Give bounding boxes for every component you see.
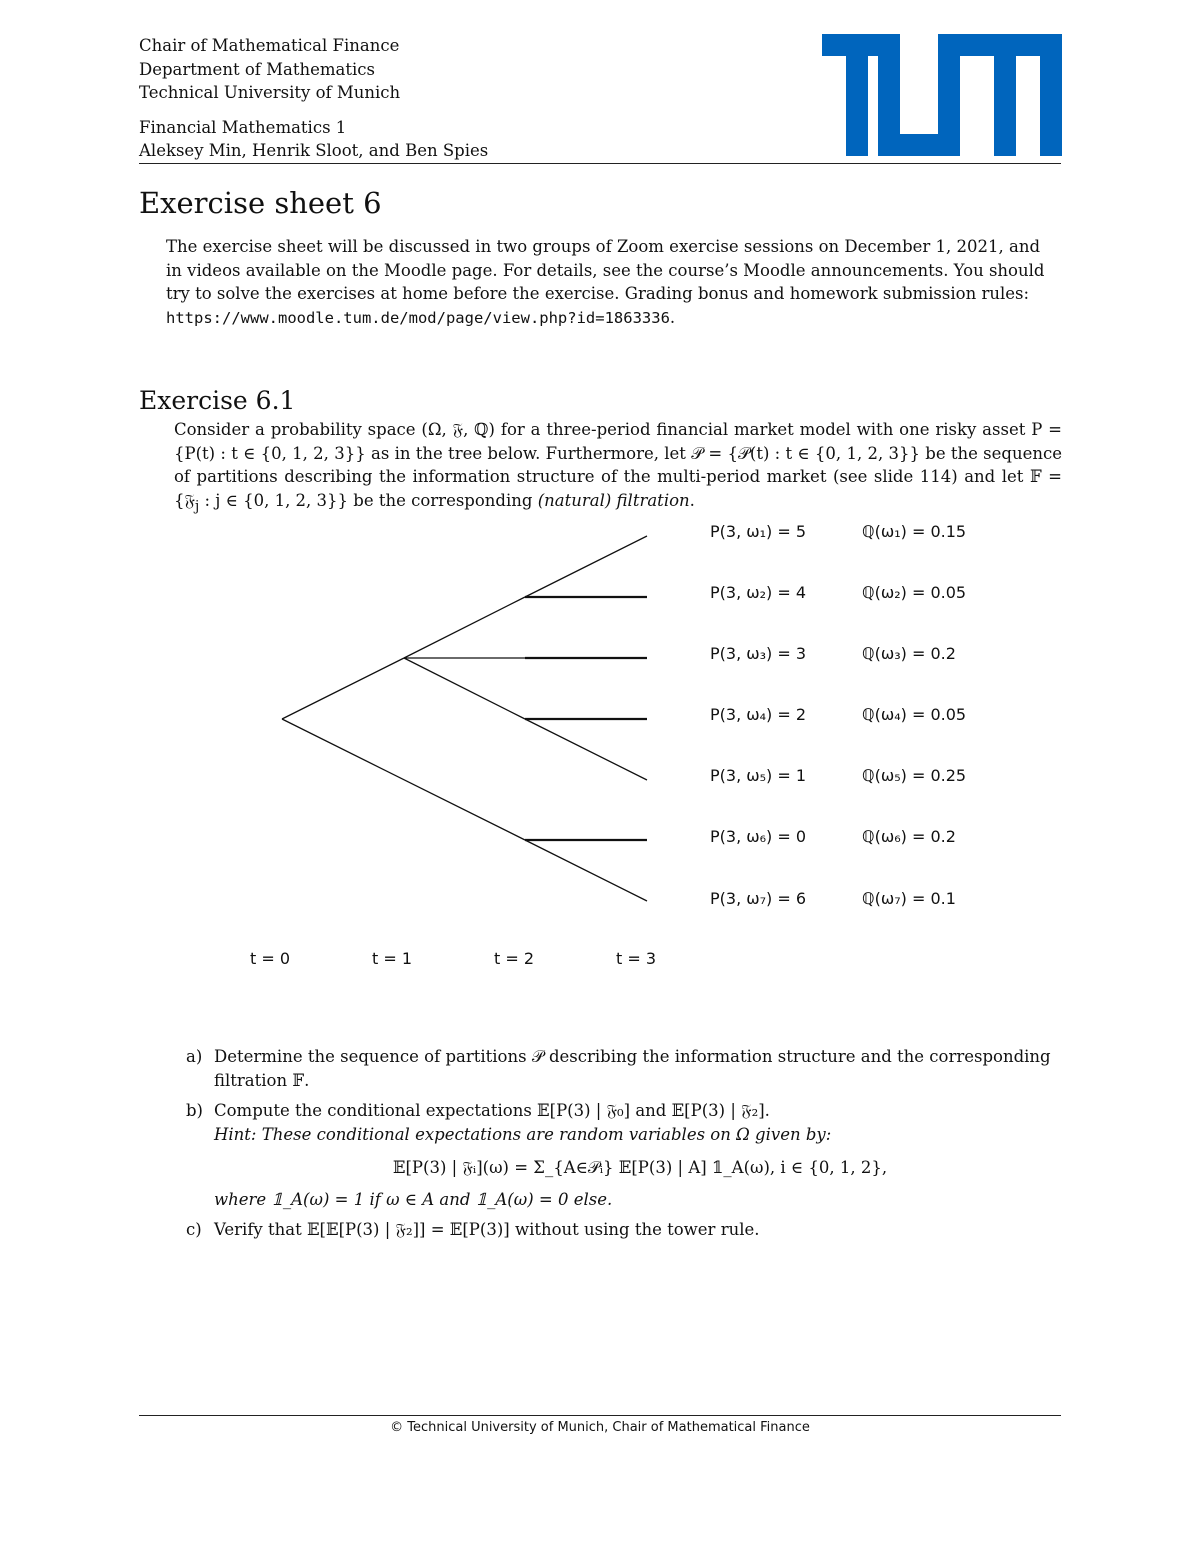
time-label: t = 1 (372, 949, 413, 968)
outcome-prob: ℚ(ω₃) = 0.2 (862, 644, 956, 663)
edge-0-down (282, 719, 525, 840)
task-list (186, 1045, 1066, 1249)
intro-text: The exercise sheet will be discussed in two groups of Zoom exercise sessions on December 1, 2021, and in videos available on the Moodle page. For details, see the course’s Moodle announcements. You should try to solve the exercises at home before the exercise. Grading bonus and homework submission rules: (166, 237, 1045, 303)
outcome-price: P(3, ω₄) = 2 (710, 705, 807, 724)
exercise-text-2: P = {P(t) : t ∈ {0, 1, 2, 3}} as in the tree below. Furthermore, let 𝒫 = {𝒫(t) : t ∈ {0, 1, 2, 3}} be the sequence of partitions describing the information structure of the multi-period market (see slide 114) and let 𝔽 = {𝔉 (174, 420, 1062, 510)
outcome-price: P(3, ω₇) = 6 (710, 889, 807, 908)
task-c-label: c) (186, 1220, 202, 1239)
page-title: Exercise sheet 6 (139, 186, 382, 220)
time-label: t = 0 (250, 949, 291, 968)
outcome-price: P(3, ω₃) = 3 (710, 644, 807, 663)
time-label: t = 3 (616, 949, 657, 968)
outcome-price: P(3, ω₂) = 4 (710, 583, 807, 602)
outcome-prob: ℚ(ω₇) = 0.1 (862, 889, 956, 908)
exercise-text-3: : j ∈ {0, 1, 2, 3}} be the corresponding (199, 490, 538, 510)
outcome-prob: ℚ(ω₆) = 0.2 (862, 827, 956, 846)
edge-1-down (404, 658, 525, 719)
edge-2-w5 (525, 719, 647, 780)
footer-text: © Technical University of Munich, Chair of Mathematical Finance (390, 1420, 810, 1435)
intro-end: . (669, 307, 676, 327)
edge-1-up (404, 597, 525, 658)
university-name: Technical University of Munich (139, 83, 401, 102)
task-a (186, 1045, 1066, 1092)
edge-0-up (282, 658, 404, 719)
outcome-price: P(3, ω₁) = 5 (710, 522, 807, 541)
outcome-prob: ℚ(ω₅) = 0.25 (862, 766, 967, 785)
task-c (186, 1218, 1066, 1242)
exercise-text-sub: j (194, 497, 200, 514)
footer-rule (139, 1415, 1061, 1416)
outcome-prob: ℚ(ω₂) = 0.05 (862, 583, 967, 602)
exercise-title: Exercise 6.1 (139, 386, 296, 415)
task-b (186, 1099, 1066, 1211)
task-a-text: Determine the sequence of partitions 𝒫 describing the information structure and the corresponding filtration 𝔽. (214, 1047, 1051, 1090)
tree-edges (282, 536, 647, 901)
moodle-link[interactable]: https://www.moodle.tum.de/mod/page/view.php?id=1863336 (166, 308, 670, 327)
task-c-text: Verify that 𝔼[𝔼[P(3) | 𝔉₂]] = 𝔼[P(3)] without using the tower rule. (214, 1220, 760, 1239)
task-a-label: a) (186, 1047, 203, 1066)
exercise-text-1: Consider a probability space (Ω, 𝔉, ℚ) for a three-period financial market model with one risky asset (174, 420, 1032, 439)
authors: Aleksey Min, Henrik Sloot, and Ben Spies (139, 141, 489, 160)
natural-filtration: (natural) filtration (537, 490, 690, 510)
department-name: Department of Mathematics (139, 59, 375, 79)
edge-2-w7 (525, 840, 647, 901)
time-labels (250, 949, 656, 968)
task-b-where: where 𝟙_A(ω) = 1 if ω ∈ A and 𝟙_A(ω) = 0 else. (214, 1189, 613, 1209)
outcome-prob: ℚ(ω₄) = 0.05 (862, 705, 967, 724)
task-b-text: Compute the conditional expectations 𝔼[P(3) | 𝔉₀] and 𝔼[P(3) | 𝔉₂]. (214, 1101, 770, 1120)
outcome-price: P(3, ω₆) = 0 (710, 827, 807, 846)
task-b-formula: 𝔼[P(3) | 𝔉ᵢ](ω) = Σ_{A∈𝒫ᵢ} 𝔼[P(3) | A] 𝟙_A(ω), i ∈ {0, 1, 2}, (392, 1158, 888, 1177)
course-name: Financial Mathematics 1 (139, 117, 347, 137)
exercise-text-end: . (689, 490, 695, 510)
edge-2-w1 (525, 536, 647, 597)
outcome-labels (710, 522, 966, 908)
time-label: t = 2 (494, 949, 535, 968)
outcome-price: P(3, ω₅) = 1 (710, 766, 807, 785)
chair-name: Chair of Mathematical Finance (139, 36, 400, 55)
task-b-hint: Hint: These conditional expectations are random variables on Ω given by: (214, 1124, 832, 1144)
task-b-label: b) (186, 1101, 203, 1120)
outcome-prob: ℚ(ω₁) = 0.15 (862, 522, 967, 541)
